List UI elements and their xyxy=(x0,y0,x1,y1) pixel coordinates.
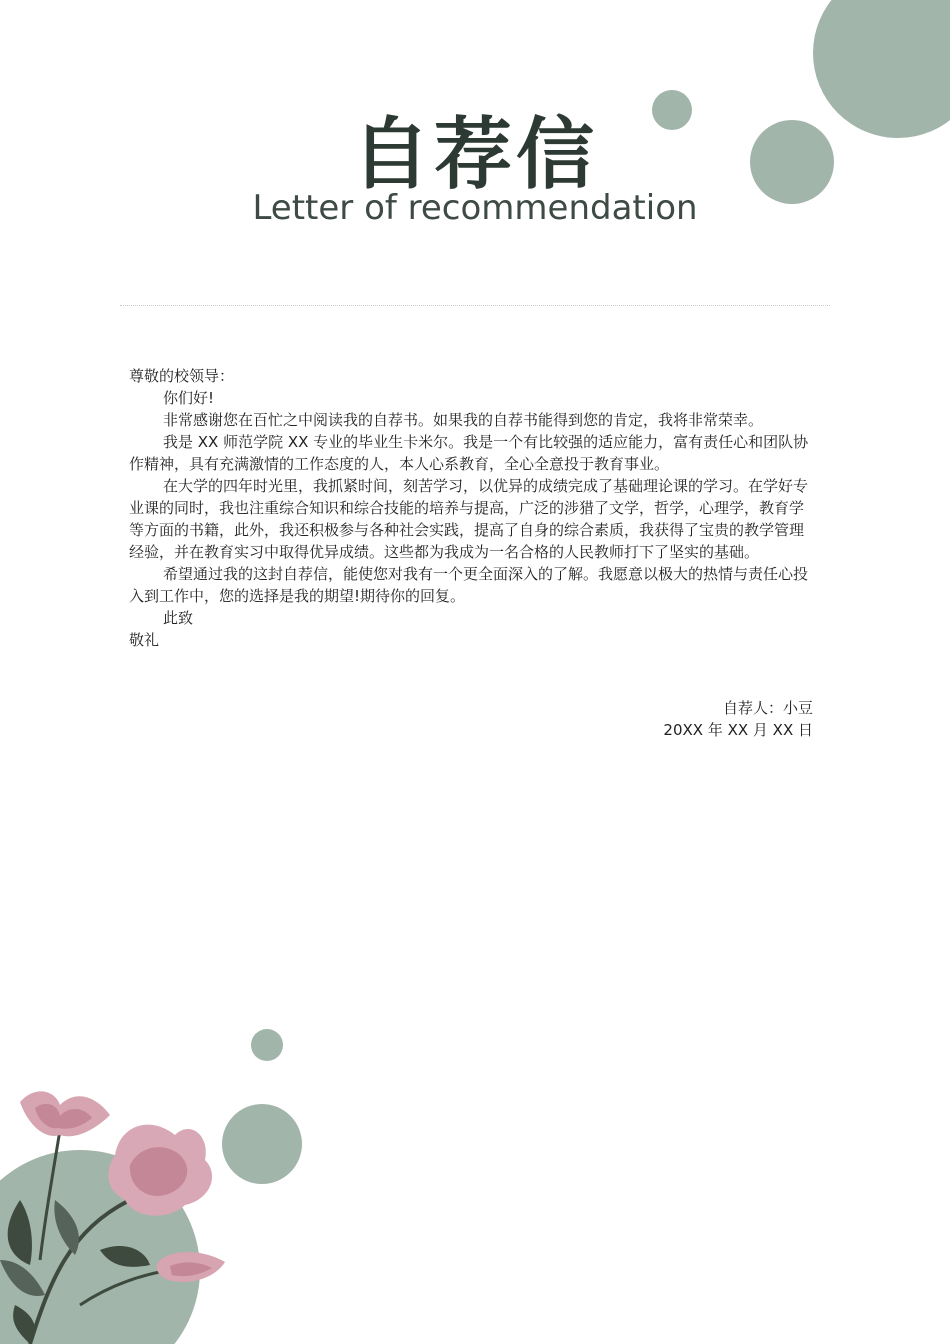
letter-greeting: 你们好! xyxy=(163,389,215,407)
letter-paragraph: 我是 XX 师范学院 XX 专业的毕业生卡米尔。我是一个有比较强的适应能力，富有责任心和团队协作精神，具有充满激情的工作态度的人，本人心系教育，全心全意投于教育事业。 xyxy=(129,433,809,473)
page-title: 自荐信 xyxy=(351,110,598,200)
divider xyxy=(120,305,830,306)
decorative-circle-small xyxy=(251,1029,283,1061)
letter-paragraph: 在大学的四年时光里，我抓紧时间，刻苦学习，以优异的成绩完成了基础理论课的学习。在学好专业课的同时，我也注重综合知识和综合技能的培养与提高，广泛的涉猎了文学，哲学，心理学，教育学等方面的书籍，此外，我还积极参与各种社会实践，提高了自身的综合素质，我获得了宝贵的教学管理经验，并在教育实习中取得优异成绩。这些都为我成为一名合格的人民教师打下了坚实的基础。 xyxy=(129,477,809,561)
letter-date: 20XX 年 XX 月 XX 日 xyxy=(663,721,813,739)
letter-paragraph: 非常感谢您在百忙之中阅读我的自荐书。如果我的自荐书能得到您的肯定，我将非常荣幸。 xyxy=(163,411,764,429)
letter-regards: 敬礼 xyxy=(129,631,160,649)
letter-paragraph: 希望通过我的这封自荐信，能使您对我有一个更全面深入的了解。我愿意以极大的热情与责任心投入到工作中，您的选择是我的期望!期待你的回复。 xyxy=(129,565,809,605)
page-subtitle: Letter of recommendation xyxy=(252,188,698,228)
letter-body xyxy=(129,365,809,651)
pink-flower-illustration-icon xyxy=(0,1080,240,1344)
signature: 自荐人：小豆 xyxy=(722,699,813,717)
letter-salutation: 尊敬的校领导： xyxy=(129,367,235,385)
letter-closing: 此致 xyxy=(163,609,194,627)
signature-block xyxy=(663,697,813,741)
